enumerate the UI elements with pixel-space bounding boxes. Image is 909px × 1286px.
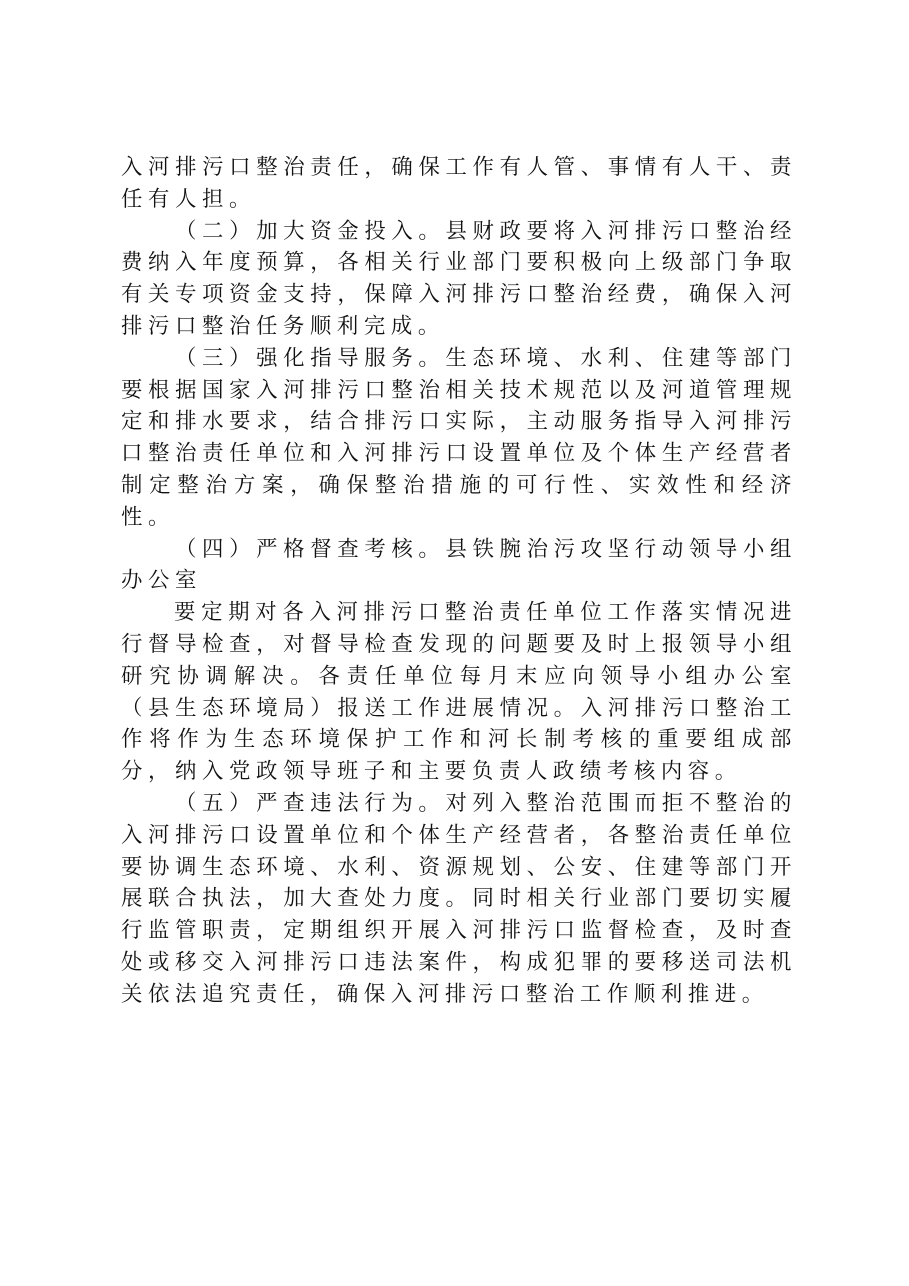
document-body (121, 152, 797, 1011)
paragraph-enforcement: （五）严查违法行为。对列入整治范围而拒不整治的入河排污口设置单位和个体生产经营者，各整治责任单位要协调生态环境、水利、资源规划、公安、住建等部门开展联合执法，加大查处力度。同时相关行业部门要切实履行监管职责，定期组织开展入河排污口监督检查，及时查处或移交入河排污口违法案件，构成犯罪的要移送司法机关依法追究责任，确保入河排污口整治工作顺利推进。 (121, 790, 797, 1007)
paragraph-guidance: （三）强化指导服务。生态环境、水利、住建等部门要根据国家入河排污口整治相关技术规范以及河道管理规定和排水要求，结合排污口实际，主动服务指导入河排污口整治责任单位和入河排污口设置单位及个体生产经营者制定整治方案，确保整治措施的可行性、实效性和经济性。 (121, 345, 797, 530)
paragraph-funding: （二）加大资金投入。县财政要将入河排污口整治经费纳入年度预算，各相关行业部门要积极向上级部门争取有关专项资金支持，保障入河排污口整治经费，确保入河排污口整治任务顺利完成。 (121, 218, 797, 339)
paragraph-responsibility-continuation: 入河排污口整治责任，确保工作有人管、事情有人干、责任有人担。 (121, 155, 797, 212)
paragraph-inspection-body: 要定期对各入河排污口整治责任单位工作落实情况进行督导检查，对督导检查发现的问题要及时上报领导小组研究协调解决。各责任单位每月末应向领导小组办公室（县生态环境局）报送工作进展情况。入河排污口整治工作将作为生态环境保护工作和河长制考核的重要组成部分，纳入党政领导班子和主要负责人政绩考核内容。 (121, 600, 797, 785)
paragraph-inspection-heading: （四）严格督查考核。县铁腕治污攻坚行动领导小组办公室 (121, 536, 797, 594)
